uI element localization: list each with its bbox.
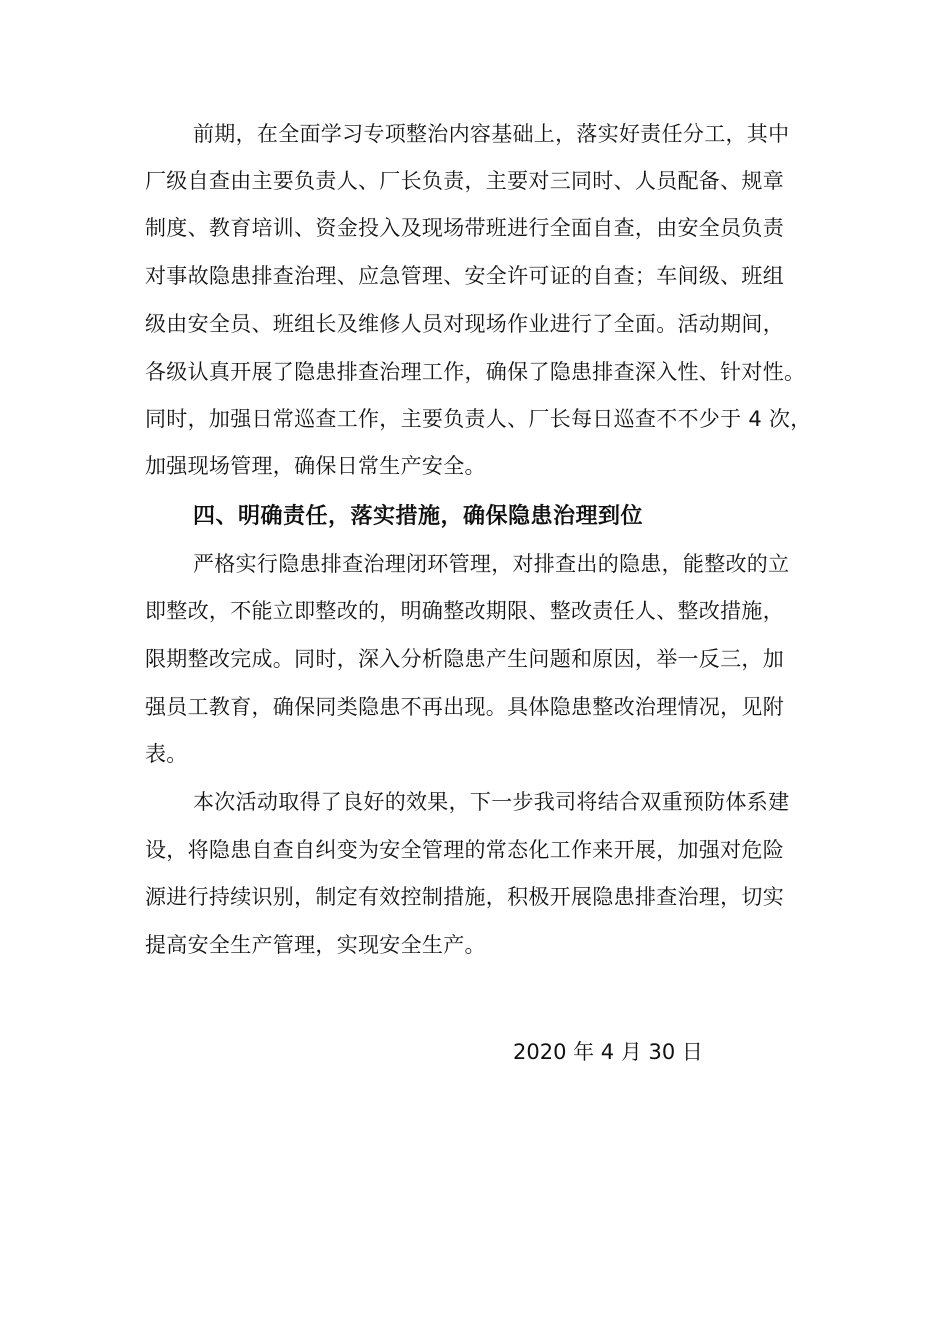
paragraph-2-line: 严格实行隐患排查治理闭环管理，对排查出的隐患，能整改的立 <box>193 552 790 576</box>
paragraph-1-line: 各级认真开展了隐患排查治理工作，确保了隐患排查深入性、针对性。 <box>145 360 806 384</box>
paragraph-2-line: 表。 <box>145 742 188 766</box>
section-4-heading: 四、明确责任，落实措施，确保隐患治理到位 <box>193 504 644 529</box>
paragraph-1-line: 级由安全员、班组长及维修人员对现场作业进行了全面。活动期间， <box>145 312 784 336</box>
paragraph-1-line: 前期，在全面学习专项整治内容基础上，落实好责任分工，其中 <box>193 122 790 146</box>
paragraph-1-line: 同时，加强日常巡查工作，主要负责人、厂长每日巡查不不少于 4 次， <box>145 407 812 431</box>
paragraph-1-line: 制度、教育培训、资金投入及现场带班进行全面自查，由安全员负责 <box>145 216 784 240</box>
paragraph-1-line: 厂级自查由主要负责人、厂长负责，主要对三同时、人员配备、规章 <box>145 169 784 193</box>
document-date: 2020 年 4 月 30 日 <box>513 1040 703 1064</box>
paragraph-3-line: 设，将隐患自查自纠变为安全管理的常态化工作来开展，加强对危险 <box>145 838 784 862</box>
paragraph-3-line: 本次活动取得了良好的效果，下一步我司将结合双重预防体系建 <box>193 790 790 814</box>
paragraph-3-line: 源进行持续识别，制定有效控制措施，积极开展隐患排查治理，切实 <box>145 885 784 909</box>
paragraph-2-line: 强员工教育，确保同类隐患不再出现。具体隐患整改治理情况，见附 <box>145 695 784 719</box>
paragraph-2-line: 限期整改完成。同时，深入分析隐患产生问题和原因，举一反三，加 <box>145 647 784 671</box>
paragraph-1-line: 对事故隐患排查治理、应急管理、安全许可证的自查；车间级、班组 <box>145 264 784 288</box>
paragraph-2-line: 即整改，不能立即整改的，明确整改期限、整改责任人、整改措施， <box>145 599 784 623</box>
paragraph-1-line: 加强现场管理，确保日常生产安全。 <box>145 454 486 478</box>
paragraph-3-line: 提高安全生产管理，实现安全生产。 <box>145 933 486 957</box>
